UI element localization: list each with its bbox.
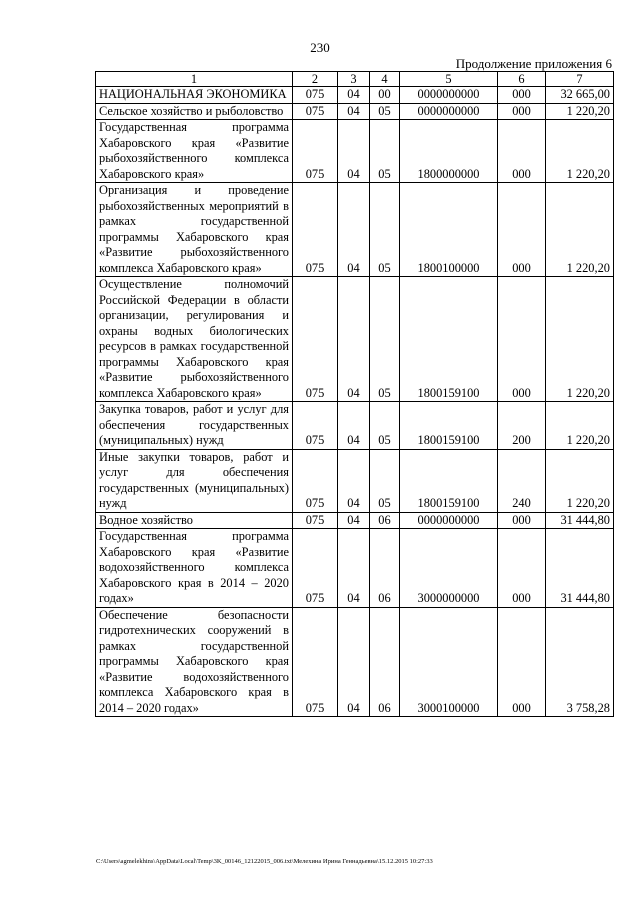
- row-name-text: Организация и проведение рыбохозяйственных мероприятий в рамках государственной программы Хабаровского края «Развитие рыбохозяйственного комплекса Хабаровского края»: [99, 183, 289, 275]
- row-name: [96, 87, 293, 104]
- row-subsection: 05: [370, 277, 400, 402]
- row-amount: 31 444,80: [546, 512, 614, 529]
- row-target-article: 1800000000: [400, 120, 498, 183]
- row-admin-code: 075: [293, 449, 338, 512]
- row-subsection: 05: [370, 402, 400, 450]
- row-amount: 1 220,20: [546, 277, 614, 402]
- row-section: 04: [338, 512, 370, 529]
- row-subsection: 06: [370, 512, 400, 529]
- row-subsection: 00: [370, 87, 400, 104]
- row-subsection: 05: [370, 183, 400, 277]
- row-name: [96, 529, 293, 608]
- row-expense-type: 000: [498, 87, 546, 104]
- header-cell-3: 3: [338, 72, 370, 87]
- row-section: 04: [338, 183, 370, 277]
- row-expense-type: 000: [498, 120, 546, 183]
- row-amount: 1 220,20: [546, 402, 614, 450]
- footer-file-path: C:\Users\agmelekhins\AppData\Local\Temp\3K_00146_12122015_006.txt\Мелехина Ирина Геннадьевна\15.12.2015 10:27:33: [96, 858, 433, 865]
- row-section: 04: [338, 402, 370, 450]
- table-row: [96, 607, 614, 717]
- header-cell-2: 2: [293, 72, 338, 87]
- row-admin-code: 075: [293, 529, 338, 608]
- row-target-article: 0000000000: [400, 103, 498, 120]
- row-subsection: 05: [370, 449, 400, 512]
- row-target-article: 3000000000: [400, 529, 498, 608]
- row-admin-code: 075: [293, 87, 338, 104]
- row-target-article: 3000100000: [400, 607, 498, 717]
- row-expense-type: 000: [498, 103, 546, 120]
- row-subsection: 05: [370, 120, 400, 183]
- row-admin-code: 075: [293, 402, 338, 450]
- table-row: [96, 183, 614, 277]
- table-row: [96, 512, 614, 529]
- header-cell-4: 4: [370, 72, 400, 87]
- row-admin-code: 075: [293, 512, 338, 529]
- header-cell-5: 5: [400, 72, 498, 87]
- row-amount: 1 220,20: [546, 183, 614, 277]
- row-expense-type: 240: [498, 449, 546, 512]
- header-row: [96, 72, 614, 87]
- row-name-text: Закупка товаров, работ и услуг для обеспечения государственных (муниципальных) нужд: [99, 402, 289, 447]
- table-row: [96, 120, 614, 183]
- row-name-text: Обеспечение безопасности гидротехнических сооружений в рамках государственной программы Хабаровского края «Развитие водохозяйственного комплекса Хабаровского края в 2014 – 2020 годах»: [99, 607, 289, 715]
- table-row: [96, 103, 614, 120]
- row-subsection: 05: [370, 103, 400, 120]
- row-expense-type: 000: [498, 529, 546, 608]
- row-name: [96, 103, 293, 120]
- row-name: [96, 277, 293, 402]
- row-name-text: Государственная программа Хабаровского края «Развитие водохозяйственного комплекса Хабаровского края в 2014 – 2020 годах»: [99, 529, 289, 605]
- row-section: 04: [338, 607, 370, 717]
- row-target-article: 1800159100: [400, 449, 498, 512]
- row-name: [96, 120, 293, 183]
- table-row: [96, 277, 614, 402]
- table-row: [96, 449, 614, 512]
- row-name-text: НАЦИОНАЛЬНАЯ ЭКОНОМИКА: [99, 87, 287, 101]
- row-section: 04: [338, 529, 370, 608]
- row-expense-type: 000: [498, 183, 546, 277]
- row-admin-code: 075: [293, 103, 338, 120]
- row-target-article: 1800159100: [400, 402, 498, 450]
- row-expense-type: 000: [498, 607, 546, 717]
- budget-table: [95, 71, 614, 717]
- row-amount: 32 665,00: [546, 87, 614, 104]
- table-row: [96, 402, 614, 450]
- row-name-text: Сельское хозяйство и рыболовство: [99, 103, 284, 118]
- row-section: 04: [338, 87, 370, 104]
- row-admin-code: 075: [293, 607, 338, 717]
- row-name: [96, 402, 293, 450]
- row-expense-type: 200: [498, 402, 546, 450]
- row-amount: 1 220,20: [546, 120, 614, 183]
- row-amount: 1 220,20: [546, 103, 614, 120]
- row-section: 04: [338, 103, 370, 120]
- header-cell-1: 1: [96, 72, 293, 87]
- row-target-article: 0000000000: [400, 87, 498, 104]
- row-name-text: Государственная программа Хабаровского края «Развитие рыбохозяйственного комплекса Хабаровского края»: [99, 120, 289, 181]
- row-target-article: 1800159100: [400, 277, 498, 402]
- header-cell-7: 7: [546, 72, 614, 87]
- row-subsection: 06: [370, 529, 400, 608]
- row-section: 04: [338, 277, 370, 402]
- row-name: [96, 183, 293, 277]
- row-admin-code: 075: [293, 183, 338, 277]
- row-admin-code: 075: [293, 120, 338, 183]
- row-name-text: Иные закупки товаров, работ и услуг для обеспечения государственных (муниципальных) нужд: [99, 449, 289, 510]
- row-section: 04: [338, 449, 370, 512]
- row-amount: 31 444,80: [546, 529, 614, 608]
- row-expense-type: 000: [498, 512, 546, 529]
- row-admin-code: 075: [293, 277, 338, 402]
- row-name: [96, 449, 293, 512]
- row-amount: 3 758,28: [546, 607, 614, 717]
- row-name-text: Осуществление полномочий Российской Федерации в области организации, регулирования и охраны водных биологических ресурсов в рамках государственной программы Хабаровского края «Развитие рыбохозяйственного комплекса Хабаровского края»: [99, 277, 289, 400]
- row-expense-type: 000: [498, 277, 546, 402]
- header-cell-6: 6: [498, 72, 546, 87]
- row-subsection: 06: [370, 607, 400, 717]
- row-name-text: Водное хозяйство: [99, 512, 194, 527]
- table-row: [96, 87, 614, 104]
- row-amount: 1 220,20: [546, 449, 614, 512]
- row-name: [96, 607, 293, 717]
- continuation-label: Продолжение приложения 6: [455, 56, 612, 71]
- page-number: 230: [310, 40, 330, 55]
- row-name: [96, 512, 293, 529]
- row-target-article: 0000000000: [400, 512, 498, 529]
- row-section: 04: [338, 120, 370, 183]
- table-row: [96, 529, 614, 608]
- row-target-article: 1800100000: [400, 183, 498, 277]
